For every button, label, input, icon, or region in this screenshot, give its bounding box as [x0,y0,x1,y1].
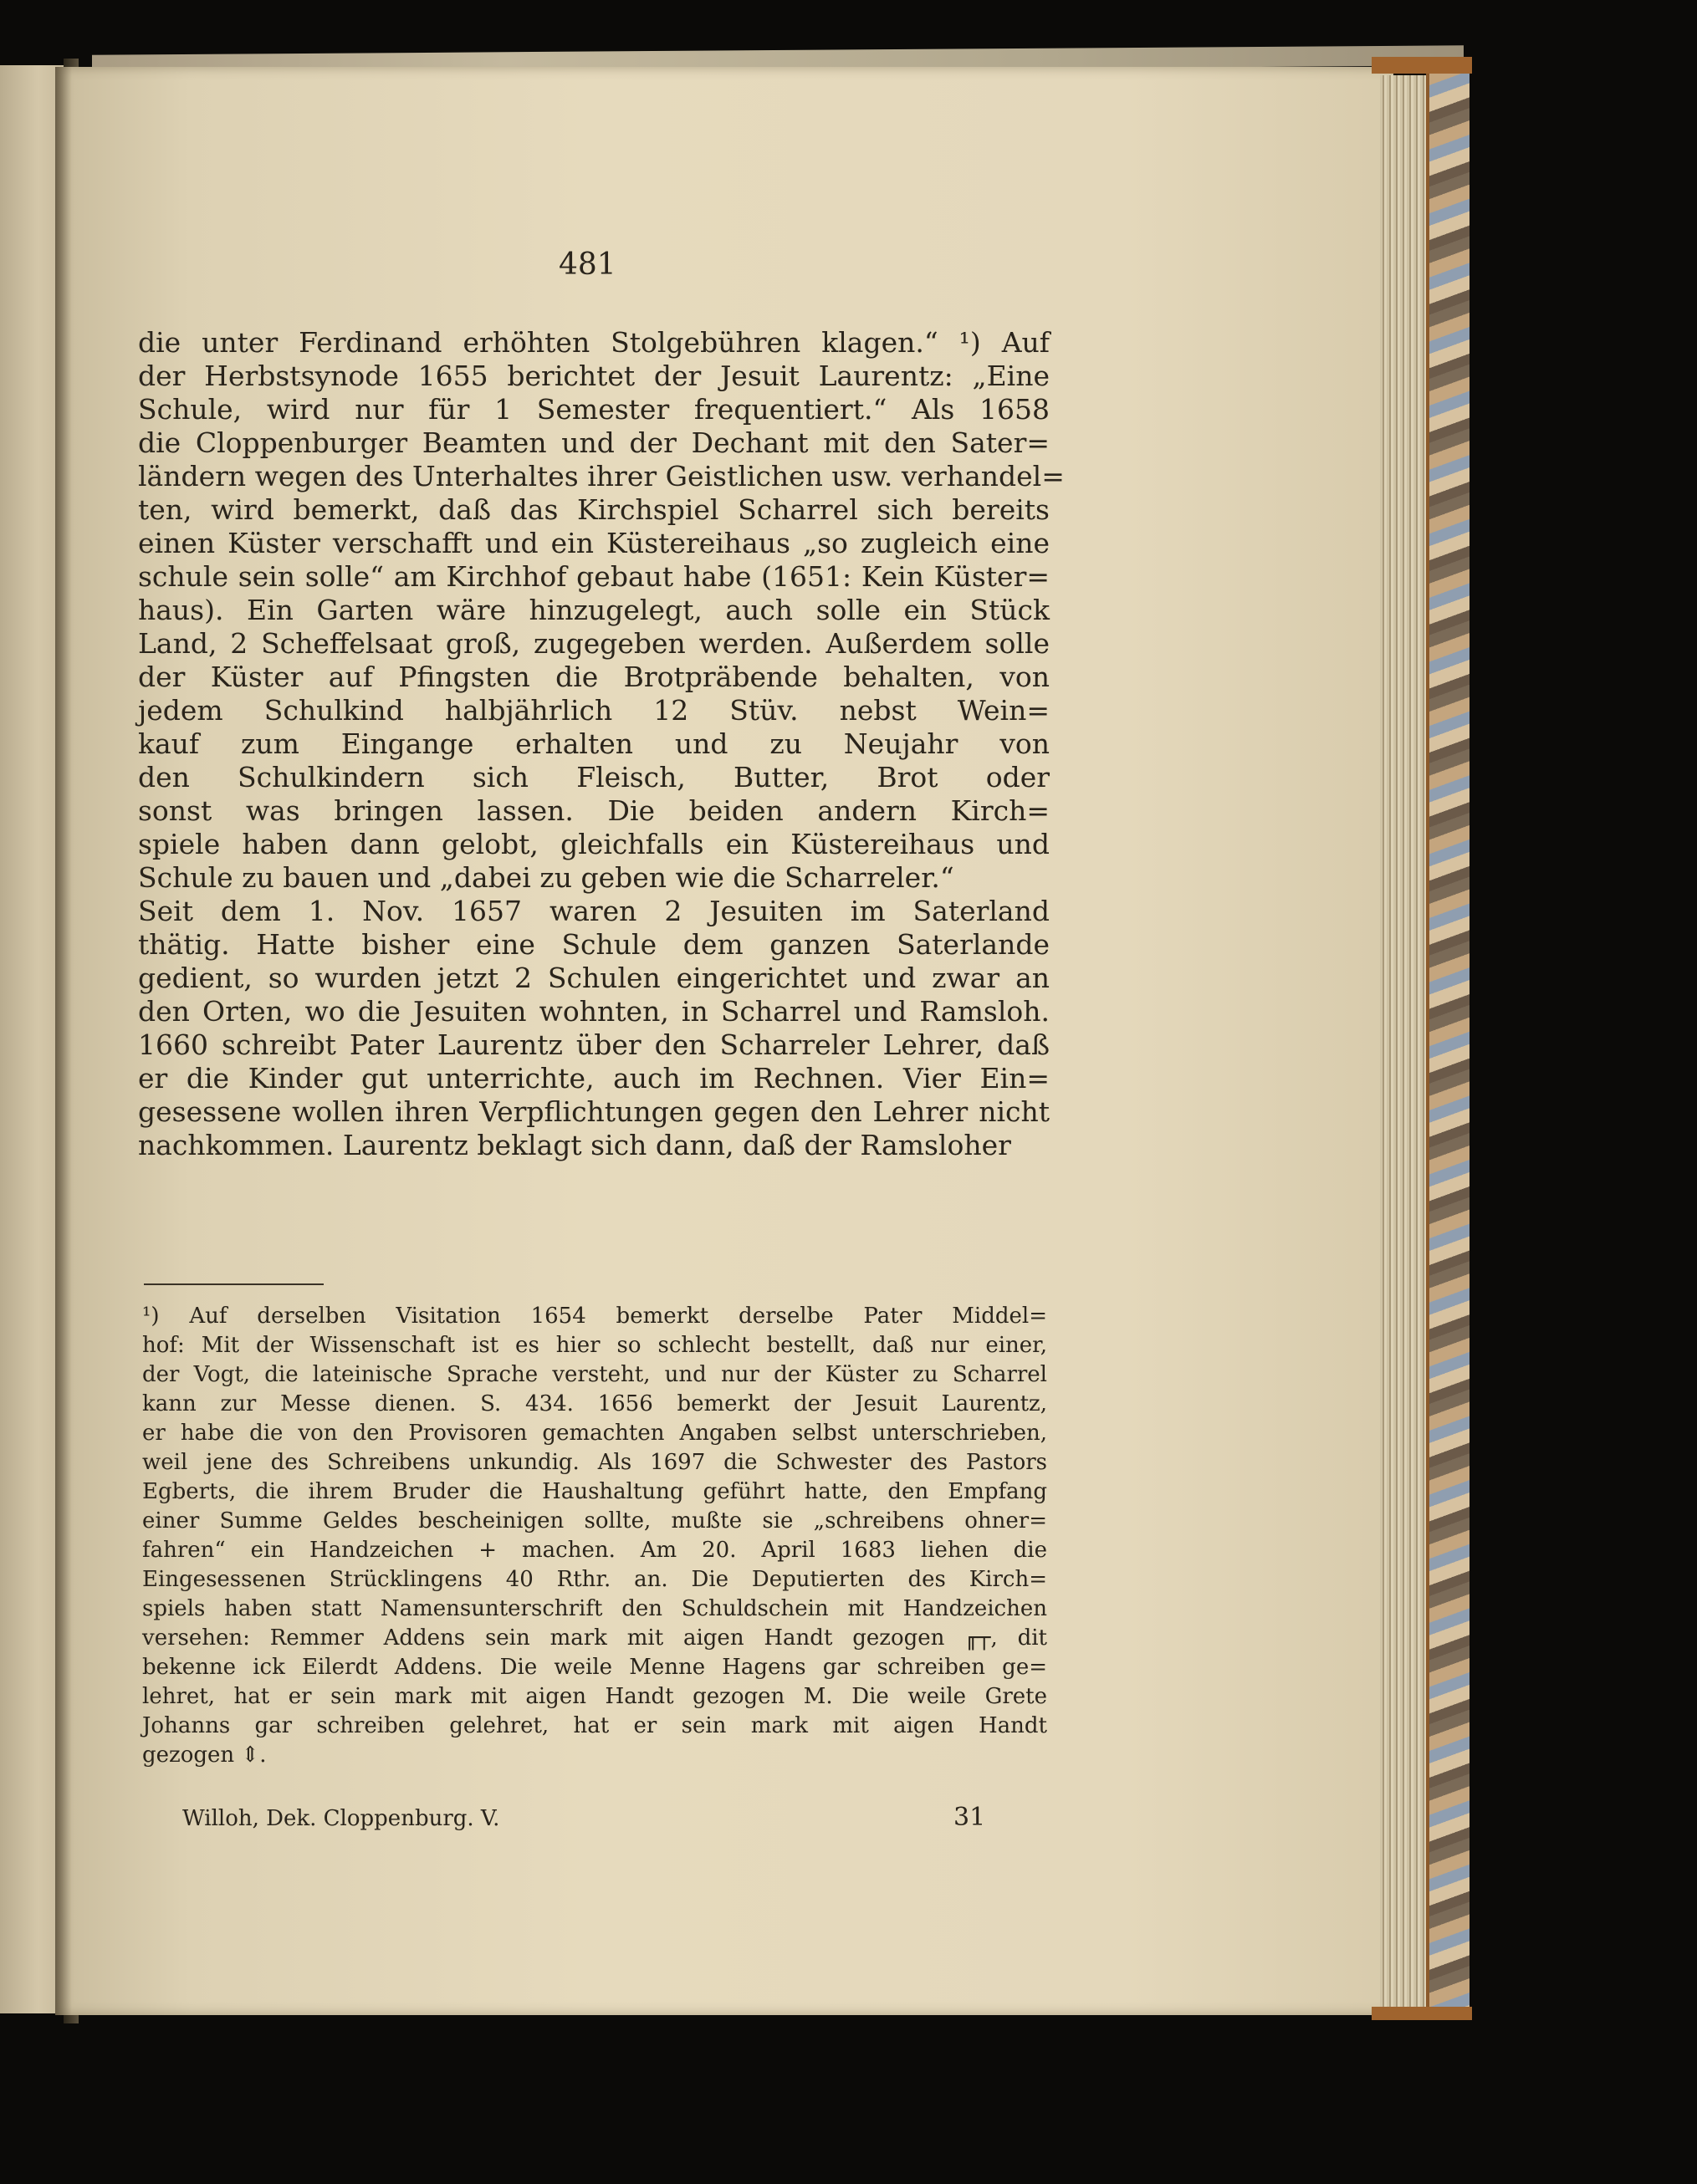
body-line: Schule, wird nur für 1 Semester frequentiert.“ Als 1658 [138,393,1050,426]
printer-signature: Willoh, Dek. Cloppenburg. V. [182,1806,500,1831]
page-stack-edge [1380,75,1430,2007]
footnote-line: bekenne ick Eilerdt Addens. Die weile Menne Hagens gar schreiben ge= [142,1655,1047,1680]
body-line: Land, 2 Scheffelsaat groß, zugegeben werden. Außerdem solle [138,627,1050,660]
page-number: 481 [559,247,616,282]
body-line: Schule zu bauen und „dabei zu geben wie die Scharreler.“ [138,861,954,894]
body-line: ländern wegen des Unterhaltes ihrer Geistlichen usw. verhandel= [138,460,1065,492]
body-line: nachkommen. Laurentz beklagt sich dann, daß der Ramsloher [138,1129,1011,1161]
fold-shadow [55,67,72,2015]
body-line: spiele haben dann gelobt, gleichfalls ein Küstereihaus und [138,828,1050,860]
sheet-number: 31 [953,1803,986,1832]
footnote-separator [144,1283,324,1285]
footnote-line: gezogen ⇕. [142,1743,267,1768]
body-line: der Herbstsynode 1655 berichtet der Jesuit Laurentz: „Eine [138,360,1050,392]
body-line: Seit dem 1. Nov. 1657 waren 2 Jesuiten im Saterland [138,895,1050,927]
body-line: den Orten, wo die Jesuiten wohnten, in Scharrel und Ramsloh. [138,995,1050,1028]
marbled-cover-edge [1426,59,1470,2015]
body-line: den Schulkindern sich Fleisch, Butter, Brot oder [138,761,1050,793]
footnote-line: kann zur Messe dienen. S. 434. 1656 bemerkt der Jesuit Laurentz, [142,1391,1047,1416]
footnote-line: Eingesessenen Strücklingens 40 Rthr. an. Die Deputierten des Kirch= [142,1567,1047,1592]
leather-corner-bottom [1372,2007,1472,2020]
footnote-line: einer Summe Geldes bescheinigen sollte, mußte sie „schreibens ohner= [142,1508,1047,1533]
body-line: kauf zum Eingange erhalten und zu Neujahr von [138,727,1050,760]
footnote-line: ¹) Auf derselben Visitation 1654 bemerkt derselbe Pater Middel= [142,1304,1047,1329]
footnote-line: fahren“ ein Handzeichen + machen. Am 20. April 1683 liehen die [142,1538,1047,1563]
footnote-line: spiels haben statt Namensunterschrift den Schuldschein mit Handzeichen [142,1596,1047,1621]
body-line: gedient, so wurden jetzt 2 Schulen eingerichtet und zwar an [138,962,1050,994]
footnote-line: hof: Mit der Wissenschaft ist es hier so schlecht bestellt, daß nur einer, [142,1333,1047,1358]
body-line: die unter Ferdinand erhöhten Stolgebühren klagen.“ ¹) Auf [138,326,1050,359]
footnote-line: versehen: Remmer Addens sein mark mit aigen Handt gezogen ╓┬, dit [142,1625,1047,1651]
footnote-line: weil jene des Schreibens unkundig. Als 1697 die Schwester des Pastors [142,1450,1047,1475]
body-line: er die Kinder gut unterrichte, auch im Rechnen. Vier Ein= [138,1062,1050,1095]
body-line: ten, wird bemerkt, daß das Kirchspiel Scharrel sich bereits [138,493,1050,526]
body-line: 1660 schreibt Pater Laurentz über den Scharreler Lehrer, daß [138,1028,1050,1061]
body-line: gesessene wollen ihren Verpflichtungen gegen den Lehrer nicht [138,1095,1050,1128]
body-line: schule sein solle“ am Kirchhof gebaut habe (1651: Kein Küster= [138,560,1050,593]
footnote-line: Johanns gar schreiben gelehret, hat er sein mark mit aigen Handt [142,1713,1047,1738]
body-line: thätig. Hatte bisher eine Schule dem ganzen Saterlande [138,928,1050,961]
footnote-line: er habe die von den Provisoren gemachten Angaben selbst unterschrieben, [142,1421,1047,1446]
footnote-line: der Vogt, die lateinische Sprache versteht, und nur der Küster zu Scharrel [142,1362,1047,1387]
body-line: die Cloppenburger Beamten und der Dechant mit den Sater= [138,426,1050,459]
body-line: sonst was bringen lassen. Die beiden andern Kirch= [138,794,1050,827]
leather-corner-top [1372,57,1472,74]
body-line: jedem Schulkind halbjährlich 12 Stüv. nebst Wein= [138,694,1050,727]
body-line: einen Küster verschafft und ein Küstereihaus „so zugleich eine [138,527,1050,559]
body-line: haus). Ein Garten wäre hinzugelegt, auch solle ein Stück [138,594,1050,626]
footnote-line: lehret, hat er sein mark mit aigen Handt gezogen M. Die weile Grete [142,1684,1047,1709]
footnote-line: Egberts, die ihrem Bruder die Haushaltung geführt hatte, den Empfang [142,1479,1047,1504]
body-line: der Küster auf Pfingsten die Brotpräbende behalten, von [138,661,1050,693]
